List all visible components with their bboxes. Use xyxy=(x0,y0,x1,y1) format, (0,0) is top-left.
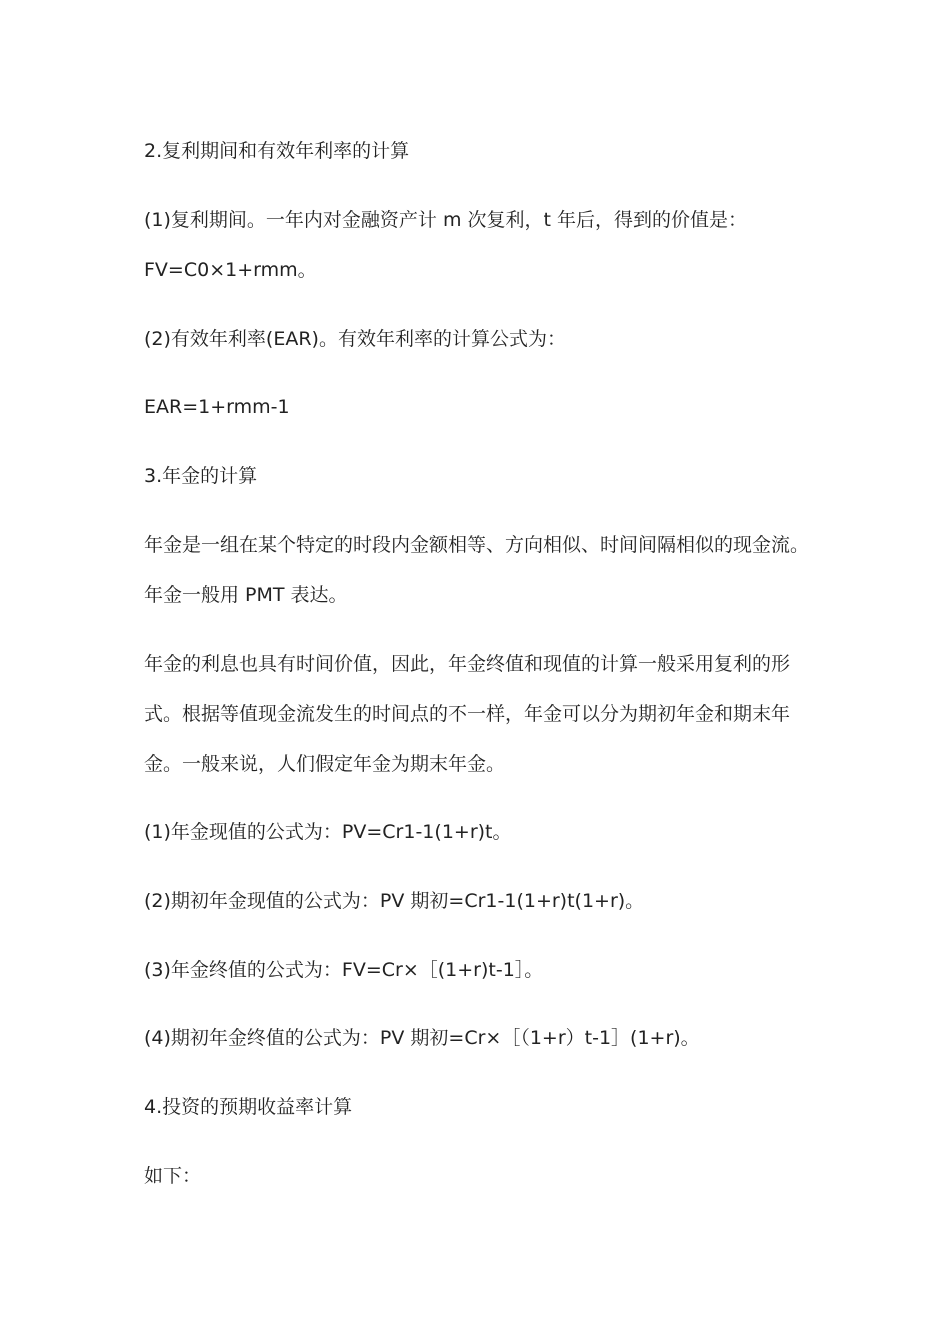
formula-ear: EAR=1+rmm-1 xyxy=(144,396,290,418)
paragraph-annuity-interest-line-1: 年金的利息也具有时间价值，因此，年金终值和现值的计算一般采用复利的形 xyxy=(144,653,791,675)
formula-annuity-due-fv: (4)期初年金终值的公式为：PV 期初=Cr×［（1+r）t-1］(1+r)。 xyxy=(144,1027,700,1049)
formula-annuity-due-pv: (2)期初年金现值的公式为：PV 期初=Cr1-1(1+r)t(1+r)。 xyxy=(144,890,645,912)
paragraph-annuity-interest-line-3: 金。一般来说，人们假定年金为期末年金。 xyxy=(144,753,506,775)
paragraph-annuity-line-1: 年金是一组在某个特定的时段内金额相等、方向相似、时间间隔相似的现金流。 xyxy=(144,534,810,556)
paragraph-annuity-line-2: 年金一般用 PMT 表达。 xyxy=(144,584,348,606)
paragraph-compound-period: (1)复利期间。一年内对金融资产计 m 次复利，t 年后，得到的价值是： xyxy=(144,209,747,231)
paragraph-ear: (2)有效年利率(EAR)。有效年利率的计算公式为： xyxy=(144,328,566,350)
section-heading-expected-return: 4.投资的预期收益率计算 xyxy=(144,1096,353,1118)
formula-fv: FV=C0×1+rmm。 xyxy=(144,259,317,281)
section-heading-compound-period: 2.复利期间和有效年利率的计算 xyxy=(144,140,410,162)
paragraph-annuity-interest-line-2: 式。根据等值现金流发生的时间点的不一样，年金可以分为期初年金和期末年 xyxy=(144,703,791,725)
paragraph-as-follows: 如下： xyxy=(144,1165,202,1187)
formula-annuity-fv: (3)年金终值的公式为：FV=Cr×［(1+r)t-1］。 xyxy=(144,959,544,981)
formula-annuity-pv: (1)年金现值的公式为：PV=Cr1-1(1+r)t。 xyxy=(144,821,512,843)
section-heading-annuity: 3.年金的计算 xyxy=(144,465,258,487)
